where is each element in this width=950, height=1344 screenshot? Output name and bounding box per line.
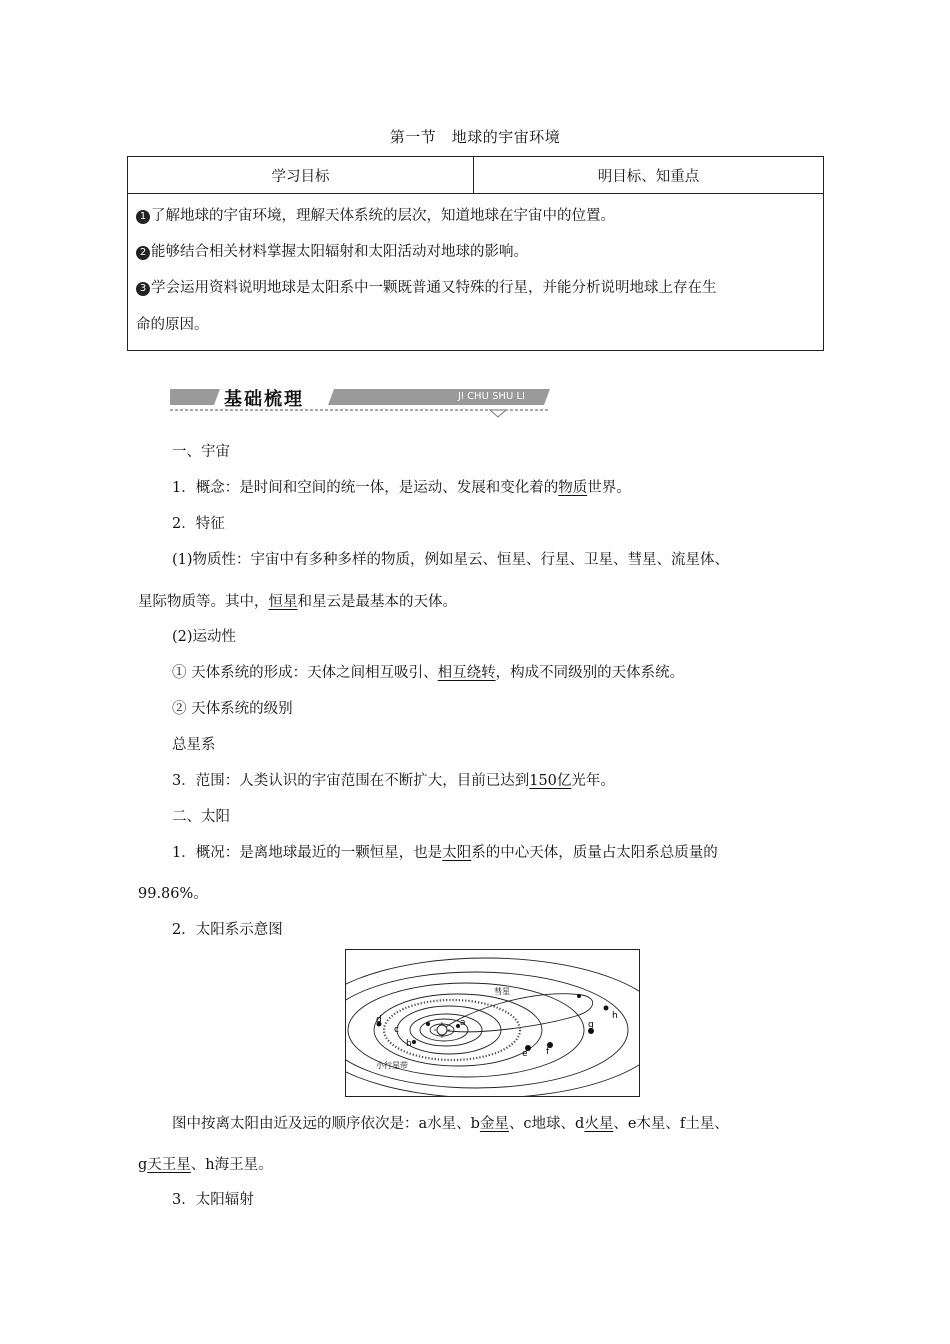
answer-underline: 金星 [479, 1116, 509, 1132]
goal-text: 学会运用资料说明地球是太阳系中一颗既普通又特殊的行星，并能分析说明地球上存在生 [151, 280, 717, 296]
goal-marker: 1 [136, 210, 150, 224]
goal-item [136, 198, 815, 234]
banner-pinyin: JI CHU SHU LI [458, 391, 525, 402]
paragraph: 3．范围：人类认识的宇宙范围在不断扩大，目前已达到150亿光年。 [172, 773, 615, 789]
paragraph: ② 天体系统的级别 [172, 701, 293, 717]
goals-body [128, 194, 824, 351]
answer-underline: 恒星 [268, 594, 298, 610]
page-title: 第一节 地球的宇宙环境 [389, 128, 561, 146]
solar-system-graphic [346, 950, 639, 1096]
planet-label-h: h [612, 1011, 618, 1021]
subheading: 2．太阳系示意图 [172, 922, 283, 938]
comet-label: 彗星 [494, 987, 510, 996]
subheading: 3．太阳辐射 [172, 1192, 254, 1208]
planet-label-b: b [406, 1039, 412, 1049]
planet-label-e: e [522, 1049, 528, 1059]
paragraph: 星际物质等。其中，恒星和星云是最基本的天体。 [138, 594, 457, 610]
goal-item [136, 270, 815, 306]
subheading: (2)运动性 [172, 629, 237, 645]
answer-underline: 天王星 [147, 1157, 191, 1173]
paragraph: 99.86%。 [138, 886, 208, 902]
planet-label-g: g [588, 1020, 594, 1030]
asteroid-belt-label: 小行星带 [376, 1061, 408, 1070]
planet-label-d: d [376, 1015, 382, 1025]
planet-label-f: f [546, 1047, 550, 1057]
section-banner [168, 383, 558, 423]
paragraph: g天王星、h海王星。 [138, 1157, 273, 1173]
section-heading: 一、宇宙 [172, 444, 230, 460]
paragraph: 总星系 [172, 737, 216, 753]
goal-text: 了解地球的宇宙环境，理解天体系统的层次，知道地球在宇宙中的位置。 [151, 208, 615, 224]
goal-marker: 2 [136, 246, 150, 260]
paragraph: 1．概况：是离地球最近的一颗恒星，也是太阳系的中心天体，质量占太阳系总质量的 [172, 845, 718, 861]
goal-continuation: 命的原因。 [136, 317, 209, 333]
answer-underline: 物质 [558, 480, 588, 496]
planet-label-c: c [394, 1025, 399, 1035]
answer-underline: 火星 [584, 1116, 614, 1132]
answer-underline: 150亿 [529, 773, 572, 789]
solar-system-diagram [345, 949, 640, 1097]
goals-header-right: 明目标、知重点 [474, 157, 824, 194]
paragraph: (1)物质性：宇宙中有多种多样的物质，例如星云、恒星、行星、卫星、彗星、流星体、 [172, 552, 730, 568]
banner-title: 基础梳理 [224, 389, 304, 410]
paragraph: 1．概念：是时间和空间的统一体，是运动、发展和变化着的物质世界。 [172, 480, 631, 496]
learning-goals-table [127, 156, 824, 351]
answer-underline: 太阳 [442, 845, 472, 861]
subheading: 2．特征 [172, 516, 225, 532]
planet-label-a: a [460, 1018, 466, 1028]
goals-header-left: 学习目标 [128, 157, 474, 194]
section-heading: 二、太阳 [172, 809, 230, 825]
goal-text: 能够结合相关材料掌握太阳辐射和太阳活动对地球的影响。 [151, 244, 528, 260]
paragraph: ① 天体系统的形成：天体之间相互吸引、相互绕转，构成不同级别的天体系统。 [172, 665, 685, 681]
goal-marker: 3 [136, 282, 150, 296]
goal-item [136, 234, 815, 270]
paragraph: 图中按离太阳由近及远的顺序依次是：a水星、b金星、c地球、d火星、e木星、f土星、 [172, 1116, 729, 1132]
answer-underline: 相互绕转 [437, 665, 496, 681]
